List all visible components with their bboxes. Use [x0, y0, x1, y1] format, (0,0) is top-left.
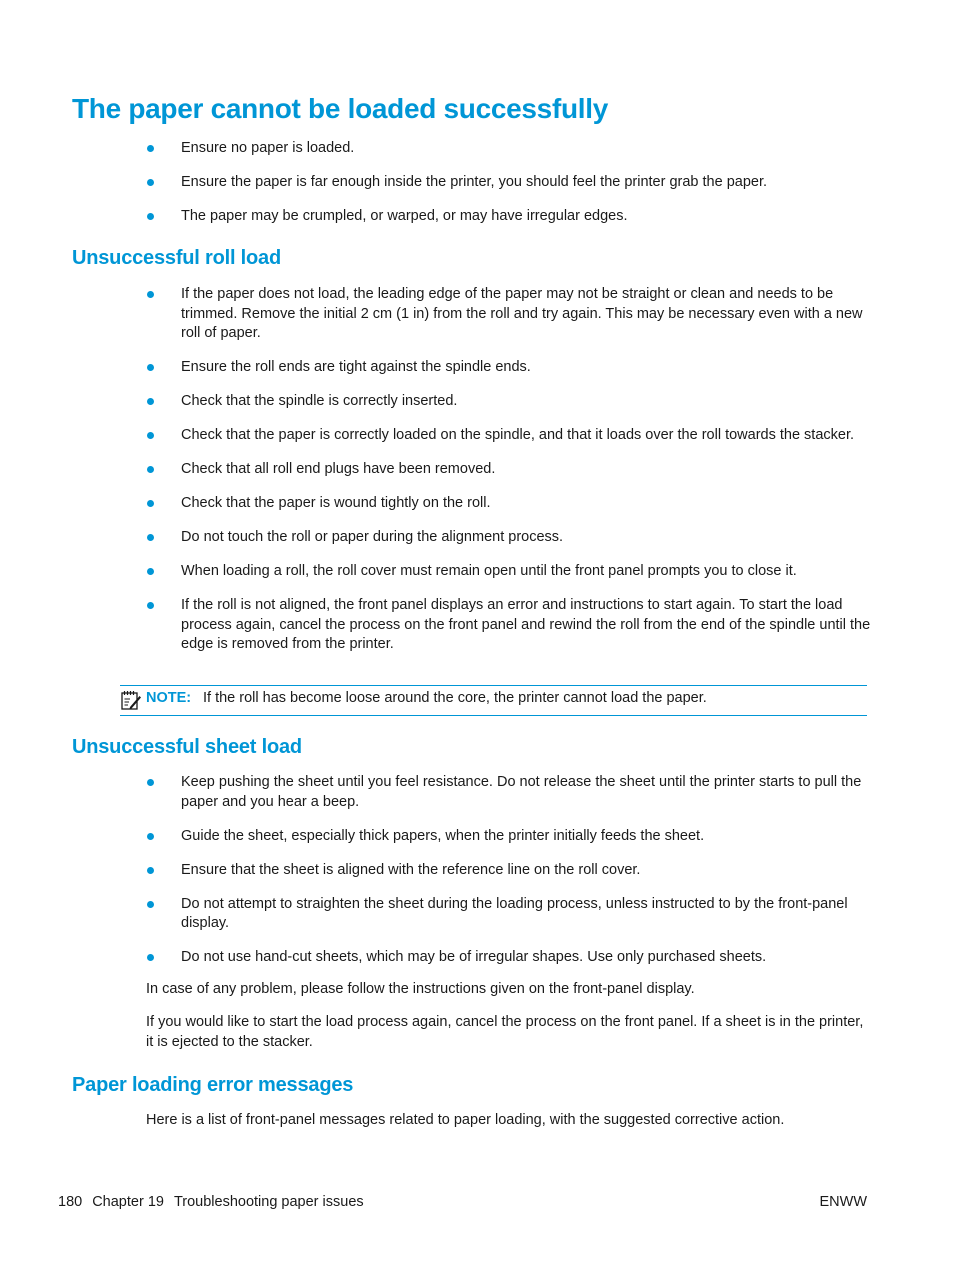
- list-item: Guide the sheet, especially thick papers, when the printer initially feeds the sheet.: [146, 827, 871, 847]
- list-item: Do not use hand-cut sheets, which may be of irregular shapes. Use only purchased sheets.: [146, 948, 871, 968]
- bullet-icon: [147, 954, 154, 961]
- list-item: If the roll is not aligned, the front panel displays an error and instructions to start again. To start the load process again, cancel the process on the front panel and rewind the roll from the end of the spindle until the edge is removed from the printer.: [146, 596, 871, 655]
- section-heading-roll: Unsuccessful roll load: [72, 247, 281, 269]
- bullet-icon: [147, 466, 154, 473]
- footer-left: [58, 1193, 374, 1213]
- bullet-icon: [147, 291, 154, 298]
- chapter-title: Troubleshooting paper issues: [173, 1194, 364, 1210]
- list-item: The paper may be crumpled, or warped, or may have irregular edges.: [146, 207, 871, 227]
- footer-right: ENWW: [819, 1194, 867, 1210]
- errors-paragraph: Here is a list of front-panel messages related to paper loading, with the suggested corrective action.: [146, 1112, 785, 1128]
- section-heading-sheet: Unsuccessful sheet load: [72, 736, 302, 758]
- list-item: Check that the paper is correctly loaded on the spindle, and that it loads over the roll towards the stacker.: [146, 426, 871, 446]
- list-item: Ensure no paper is loaded.: [146, 139, 871, 159]
- sheet-paragraph-2: If you would like to start the load process again, cancel the process on the front panel. If a sheet is in the printer, it is ejected to the stacker.: [146, 1014, 864, 1050]
- note-box: [120, 685, 867, 716]
- list-item: Keep pushing the sheet until you feel resistance. Do not release the sheet until the printer starts to pull the paper and you hear a beep.: [146, 773, 871, 812]
- bullet-icon: [147, 432, 154, 439]
- bullet-icon: [147, 398, 154, 405]
- bullet-icon: [147, 213, 154, 220]
- note-text: If the roll has become loose around the core, the printer cannot load the paper.: [203, 690, 707, 706]
- list-item: When loading a roll, the roll cover must remain open until the front panel prompts you to close it.: [146, 562, 871, 582]
- list-item: Check that the paper is wound tightly on the roll.: [146, 494, 871, 514]
- list-item: Do not attempt to straighten the sheet during the loading process, unless instructed to by the front-panel display.: [146, 895, 871, 934]
- sheet-paragraph-1: In case of any problem, please follow the instructions given on the front-panel display.: [146, 981, 695, 997]
- page-number: 180: [58, 1194, 83, 1210]
- list-item: Check that the spindle is correctly inserted.: [146, 392, 871, 412]
- chapter-label: Chapter 19: [92, 1194, 164, 1210]
- list-item: Ensure the roll ends are tight against the spindle ends.: [146, 358, 871, 378]
- bullet-icon: [147, 500, 154, 507]
- list-item: If the paper does not load, the leading edge of the paper may not be straight or clean and needs to be trimmed. Remove the initial 2 cm (1 in) from the roll and try again. This may be necessary even with a new roll of paper.: [146, 285, 871, 344]
- sheet-bullet-list: [146, 773, 871, 982]
- list-item: Check that all roll end plugs have been removed.: [146, 460, 871, 480]
- page-title: The paper cannot be loaded successfully: [72, 93, 609, 124]
- note-icon: [120, 689, 142, 711]
- list-item: Ensure that the sheet is aligned with the reference line on the roll cover.: [146, 861, 871, 881]
- bullet-icon: [147, 364, 154, 371]
- note-label: NOTE:: [146, 690, 192, 706]
- section-heading-errors: Paper loading error messages: [72, 1074, 354, 1096]
- roll-bullet-list: [146, 285, 871, 669]
- list-item: Ensure the paper is far enough inside the printer, you should feel the printer grab the paper.: [146, 173, 871, 193]
- bullet-icon: [147, 145, 154, 152]
- bullet-icon: [147, 534, 154, 541]
- bullet-icon: [147, 833, 154, 840]
- bullet-icon: [147, 568, 154, 575]
- bullet-icon: [147, 901, 154, 908]
- list-item: Do not touch the roll or paper during the alignment process.: [146, 528, 871, 548]
- bullet-icon: [147, 867, 154, 874]
- intro-bullet-list: [146, 139, 871, 241]
- bullet-icon: [147, 779, 154, 786]
- bullet-icon: [147, 602, 154, 609]
- bullet-icon: [147, 179, 154, 186]
